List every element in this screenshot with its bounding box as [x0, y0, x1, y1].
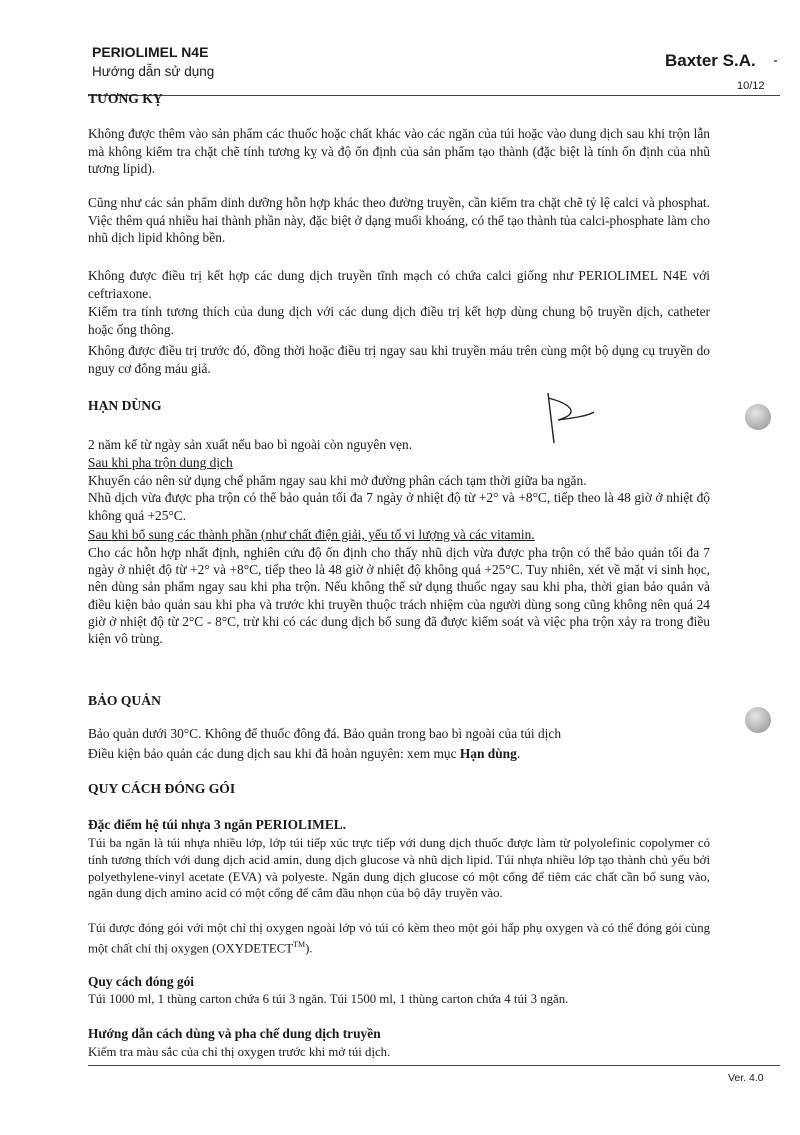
trademark-sup: TM — [293, 939, 306, 949]
paragraph: 2 năm kể từ ngày sản xuất nếu bao bì ngoài còn nguyên vẹn. — [88, 437, 413, 452]
paragraph: Nhũ dịch vừa được pha trộn có thể bảo quản tối đa 7 ngày ở nhiệt độ từ +2° và +8°C, tiếp theo là 48 giờ ở nhiệt độ không quá +25°C. — [88, 490, 710, 523]
footer-rule — [88, 1065, 780, 1066]
section-heading-han-dung: HẠN DÙNG — [88, 398, 162, 413]
page-number: 10/12 — [737, 80, 765, 92]
paragraph: Kiểm tra tính tương thích của dung dịch với các dung dịch điều trị kết hợp dùng chung bộ truyền dịch, catheter hoặc ống thông. — [88, 304, 710, 337]
paragraph: Không được điều trị kết hợp các dung dịch truyền tĩnh mạch có chứa calci giống như PERIOLIMEL N4E với ceftriaxone. — [88, 268, 710, 301]
subheading-underlined: Sau khi bổ sung các thành phần (như chất điện giải, yếu tố vi lượng và các vitamin. — [88, 527, 535, 542]
paragraph: Cho các hỗn hợp nhất định, nghiên cứu độ ổn định cho thấy nhũ dịch vừa được pha trộn có thể bảo quản tối đa 7 ngày ở nhiệt độ từ +2° và +8°C, tiếp theo là 48 giờ ở nhiệt độ không quá +25°C. Tuy nhiên, xét về mặt vi sinh học, nên dùng sản phẩm ngay sau khi pha trộn. Nếu không thể sử dụng thuốc ngay sau khi pha, thời gian bảo quản và điều kiện bảo quản sau khi pha và trước khi truyền thuộc trách nhiệm của người dùng song cũng không nên quá 24 giờ ở nhiệt độ từ 2°C - 8°C, trừ khi có các dung dịch bổ sung đã được kiểm soát và việc pha trộn xảy ra trong điều kiện vô trùng. — [88, 545, 710, 647]
paragraph: Không được điều trị trước đó, đồng thời hoặc điều trị ngay sau khi truyền máu trên cùng một bộ dụng cụ truyền do nguy cơ đông máu giả. — [88, 343, 710, 376]
company-name: Baxter S.A. — [665, 51, 756, 70]
paragraph: Khuyến cáo nên sử dụng chế phẩm ngay sau khi mở đường phân cách tạm thời giữa ba ngăn. — [88, 473, 587, 488]
section-heading-bao-quan: BẢO QUẢN — [88, 693, 161, 708]
paragraph-text: Điều kiện bảo quản các dung dịch sau khi đã hoàn nguyên: xem mục — [88, 746, 460, 761]
paragraph: Kiểm tra màu sắc của chỉ thị oxygen trước khi mở túi dịch. — [88, 1045, 391, 1059]
bold-reference: Hạn dùng — [459, 746, 517, 761]
section-heading-tuong-ky: TƯƠNG KỴ — [88, 91, 163, 106]
paragraph-end: . — [516, 746, 521, 761]
header-rule — [88, 95, 780, 96]
paragraph: Túi 1000 ml, 1 thùng carton chứa 6 túi 3 ngăn. Túi 1500 ml, 1 thùng carton chứa 4 túi 3 ngăn. — [88, 992, 569, 1006]
paragraph: Bảo quản dưới 30°C. Không để thuốc đông đá. Bảo quản trong bao bì ngoài của túi dịch — [88, 726, 562, 741]
punch-hole — [745, 404, 771, 430]
section-heading-quy-cach: QUY CÁCH ĐÓNG GÓI — [88, 781, 236, 796]
paragraph: Cũng như các sản phẩm dinh dưỡng hỗn hợp khác theo đường truyền, cần kiểm tra chặt chẽ tỷ lệ calci và phosphat. Việc thêm quá nhiều hai thành phần này, đặc biệt ở dạng muối khoáng, có thể tạo thành tủa calci-phosphate làm cho nhũ dịch lipid không bền. — [88, 195, 710, 246]
paragraph — [88, 745, 710, 763]
subheading: Hướng dẫn cách dùng và pha chế dung dịch truyền — [88, 1026, 381, 1041]
paragraph — [88, 920, 710, 957]
corner-mark — [774, 60, 777, 62]
product-name: PERIOLIMEL N4E — [92, 44, 209, 60]
version-label: Ver. 4.0 — [728, 1072, 764, 1084]
subheading-underlined: Sau khi pha trộn dung dịch — [88, 455, 233, 470]
subheading: Quy cách đóng gói — [88, 974, 195, 989]
subheading: Đặc điểm hệ túi nhựa 3 ngăn PERIOLIMEL. — [88, 817, 347, 832]
document-subtitle: Hướng dẫn sử dụng — [92, 64, 215, 79]
paragraph: Không được thêm vào sản phẩm các thuốc hoặc chất khác vào các ngăn của túi hoặc vào dung dịch sau khi trộn lẫn mà không kiểm tra chặt chẽ tính tương kỵ và độ ổn định của sản phẩm tạo thành (đặc biệt là tính ổn định của nhũ tương lipid). — [88, 126, 710, 177]
paragraph-text: Túi được đóng gói với một chỉ thị oxygen ngoài lớp vỏ túi có kèm theo một gói hấp phụ oxygen và có thể đóng gói cùng một chất chỉ thị oxygen (OXYDETECT — [88, 921, 710, 956]
paragraph: Túi ba ngăn là túi nhựa nhiều lớp, lớp túi tiếp xúc trực tiếp với dung dịch thuốc được làm từ polyolefinic copolymer có tính tương thích với dung dịch acid amin, dung dịch glucose và nhũ dịch lipid. Túi nhựa nhiều lớp tạo thành chủ yếu bởi polyethylene-vinyl acetate (EVA) và polyeste. Ngăn dung dịch glucose có một cổng để tiêm các chất cần bổ sung vào, ngăn dung dịch amino acid có một cổng để cắm đầu nhọn của bộ dây truyền vào. — [88, 836, 710, 901]
punch-hole — [745, 707, 771, 733]
paragraph-end: ). — [305, 941, 313, 956]
